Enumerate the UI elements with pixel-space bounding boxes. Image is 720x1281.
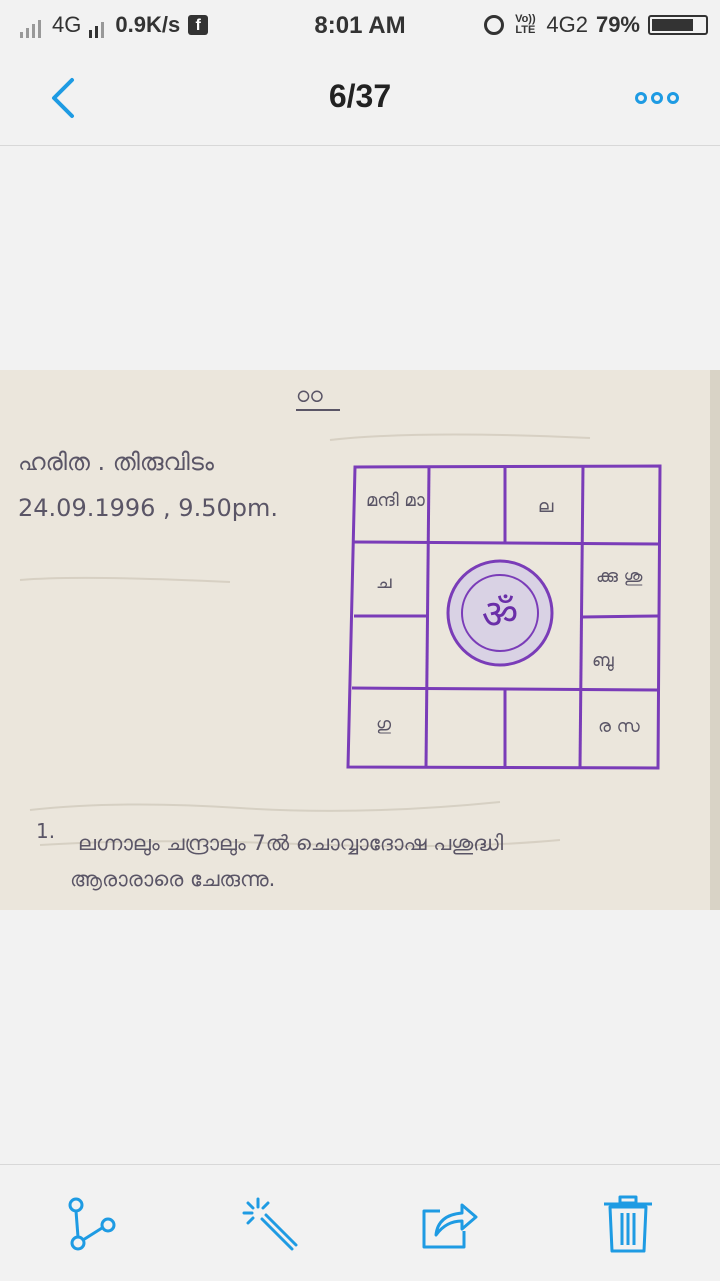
page-counter: 6/37: [328, 78, 392, 114]
photo-edge: [710, 370, 720, 910]
label-bottom-left: ഗു: [376, 714, 392, 735]
more-dots-icon[interactable]: [634, 88, 680, 108]
label-top-left: മന്ദി മാ: [366, 490, 425, 511]
network-type-2: 4G2: [546, 12, 588, 37]
magic-wand-icon[interactable]: [240, 1195, 300, 1255]
label-left-second: ച: [376, 572, 392, 593]
label-right-third: ബു: [592, 650, 614, 671]
status-bar: [0, 0, 720, 50]
om-seal: [448, 561, 552, 665]
facebook-icon: f: [188, 15, 208, 35]
battery-fill: [652, 19, 693, 31]
note-line-1: ലഗ്നാലും ചന്ദ്രാലും 7ൽ ചൊവ്വാദോഷ പശുദ്ധി: [78, 831, 504, 855]
note-line-2: ആരാരാരെ ചേരുന്നു.: [70, 867, 276, 891]
name-line: ഹരിത . തിരുവിടം: [18, 448, 214, 476]
volte-label: Vo)) LTE: [515, 13, 536, 36]
note-number: 1.: [36, 819, 56, 843]
status-time: 8:01 AM: [314, 12, 406, 39]
label-bottom-right: ര സ: [598, 716, 640, 737]
network-type: 4G: [52, 12, 82, 37]
datetime-line: 24.09.1996 , 9.50pm.: [18, 494, 278, 522]
photo-content: [0, 370, 720, 910]
battery-icon: [648, 15, 708, 35]
trash-icon[interactable]: [598, 1195, 658, 1255]
battery-percent: 79%: [595, 12, 640, 37]
horoscope-photo[interactable]: [0, 370, 720, 910]
bottom-toolbar: [0, 1164, 720, 1281]
header-bar: [0, 50, 720, 146]
label-right-second: ക്കു ശു: [596, 566, 643, 587]
om-symbol: ॐ: [481, 592, 519, 638]
network-speed: 0.9K/s: [115, 12, 181, 37]
share-nodes-icon[interactable]: [62, 1195, 122, 1255]
export-icon[interactable]: [418, 1195, 478, 1255]
status-right: [484, 12, 708, 38]
label-top-third: ല: [538, 496, 554, 517]
alarm-icon: [484, 15, 504, 35]
top-label: ഠഠ: [296, 383, 323, 407]
